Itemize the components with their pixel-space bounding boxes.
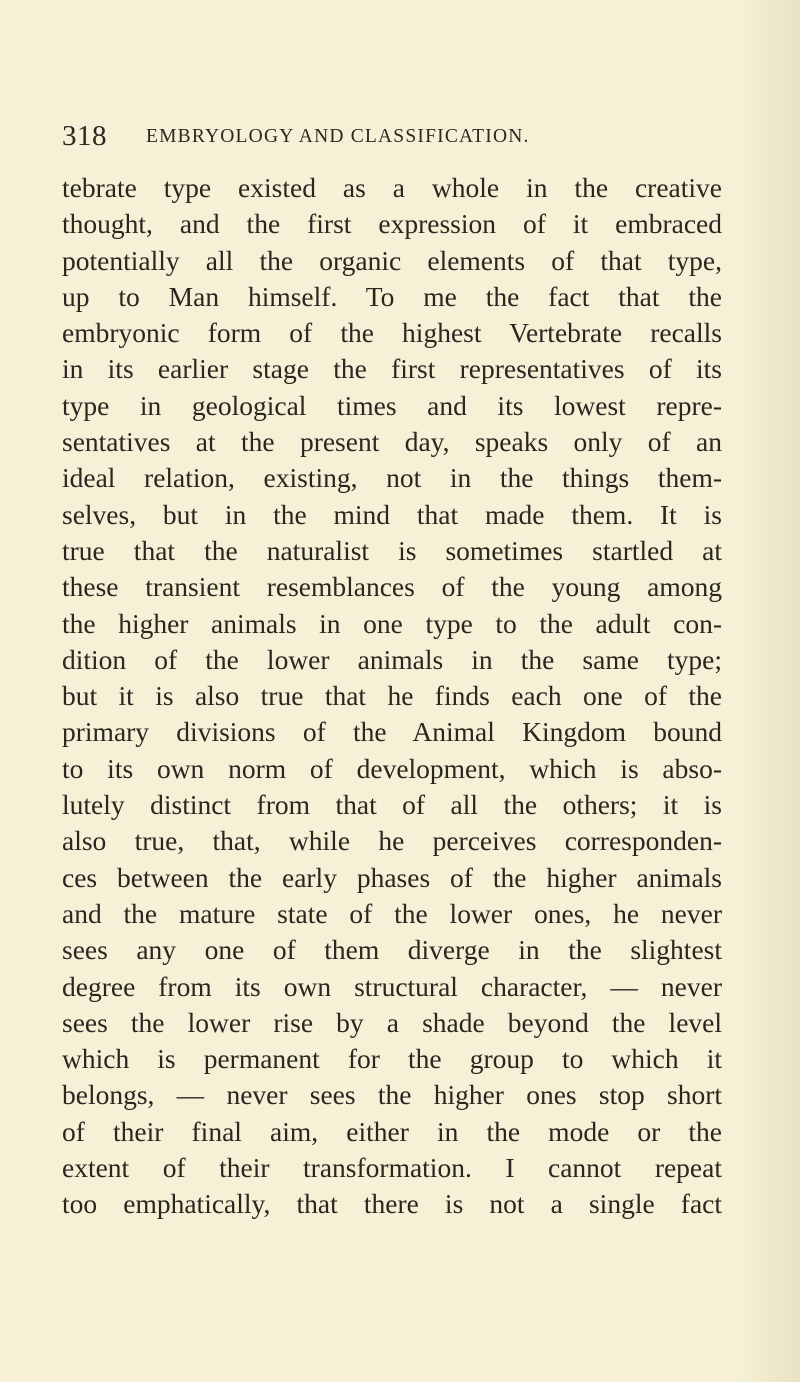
text-line: sees the lower rise by a shade beyond the level [62,1006,722,1038]
running-head: EMBRYOLOGY AND CLASSIFICATION. [146,126,530,147]
body-text [62,170,722,1223]
text-line: degree from its own structural character, — never [62,970,722,1002]
text-line: too emphatically, that there is not a single fact [62,1188,722,1220]
text-line: which is permanent for the group to which it [62,1043,722,1075]
text-line: also true, that, while he perceives corresponden- [62,825,722,857]
text-line: sees any one of them diverge in the slightest [62,934,722,966]
text-line: belongs, — never sees the higher ones stop short [62,1079,722,1111]
text-line: thought, and the first expression of it embraced [62,208,722,240]
text-line: lutely distinct from that of all the others; it is [62,789,722,821]
text-line: embryonic form of the highest Vertebrate recalls [62,317,722,349]
text-line: ces between the early phases of the higher animals [62,861,722,893]
page-header [62,120,762,154]
text-line: potentially all the organic elements of that type, [62,244,722,276]
text-line: tebrate type existed as a whole in the creative [62,172,722,203]
text-line: to its own norm of development, which is abso- [62,752,722,784]
text-line: true that the naturalist is sometimes startled at [62,534,722,566]
text-line: the higher animals in one type to the adult con- [62,607,722,639]
text-line: but it is also true that he finds each one of the [62,680,722,712]
text-line: type in geological times and its lowest repre- [62,389,722,421]
text-line: and the mature state of the lower ones, he never [62,897,722,929]
text-line: in its earlier stage the first representatives of its [62,353,722,385]
text-line: extent of their transformation. I cannot repeat [62,1152,722,1184]
text-line: primary divisions of the Animal Kingdom bound [62,716,722,748]
text-line: sentatives at the present day, speaks only of an [62,426,722,458]
text-line: these transient resemblances of the young among [62,571,722,603]
text-line: selves, but in the mind that made them. It is [62,498,722,530]
text-line: of their final aim, either in the mode or the [62,1115,722,1147]
text-line: ideal relation, existing, not in the things them- [62,462,722,494]
text-line: dition of the lower animals in the same type; [62,643,722,675]
page-number: 318 [62,120,107,152]
text-line: up to Man himself. To me the fact that the [62,280,722,312]
